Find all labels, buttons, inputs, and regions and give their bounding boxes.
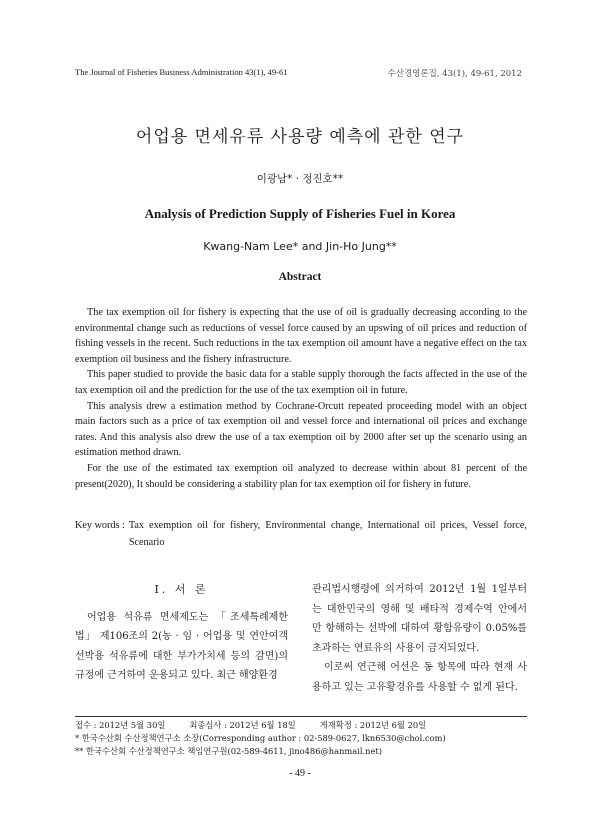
journal-header-en: The Journal of Fisheries Business Administration 43(1), 49-61 bbox=[75, 67, 288, 77]
footnote-2: ** 한국수산회 수산정책연구소 책임연구원(02-589-4611, jino486@hanmail.net) bbox=[75, 745, 383, 756]
footnotes bbox=[75, 719, 535, 757]
abstract-heading: Abstract bbox=[278, 271, 322, 283]
accepted-date: 게재확정 : 2012년 6월 20일 bbox=[319, 720, 427, 730]
footnote-1: * 한국수산회 수산정책연구소 소장(Corresponding author : 02-589-0627, lkn6530@chol.com) bbox=[75, 732, 446, 743]
paper-title-ko: 어업용 면세유류 사용량 예측에 관한 연구 bbox=[135, 127, 465, 147]
footnote-divider bbox=[75, 716, 527, 717]
body-column-left bbox=[75, 580, 288, 686]
journal-header-ko: 수산경영론집, 43(1), 49-61, 2012 bbox=[387, 69, 522, 79]
page-number: - 49 - bbox=[289, 768, 311, 779]
body-paragraph: 관리법시행령에 의거하여 2012년 1월 1일부터는 대한민국의 영해 및 배타적 경제수역 안에서 만 항해하는 선박에 대하여 황함유량이 0.05%를 초과하는 연료유의 사용이 금지되었다. bbox=[312, 584, 527, 654]
body-paragraph: 이로써 연근해 어선은 동 항목에 따라 현재 사용하고 있는 고유황경유를 사용할 수 없게 된다. bbox=[312, 662, 527, 693]
abstract-paragraph: For the use of the estimated tax exemption oil analyzed to decrease within about 81 percent of the present(2020), It should be considering a stability plan for tax exemption oil for fishery in future. bbox=[75, 462, 527, 490]
keywords-text: Tax exemption oil for fishery, Environmental change, International oil prices, Vessel force, Scenario bbox=[128, 520, 527, 548]
received-date: 접수 : 2012년 5월 30일 bbox=[75, 720, 166, 730]
keywords bbox=[75, 517, 527, 551]
body-paragraph: 어업용 석유류 면세제도는 「조세특례제한법」 제106조의 2(농 · 임 · 어업용 및 연안여객선박용 석유류에 대한 부가가치세 등의 감면)의 규정에 근거하여 운용되고 있다. 최근 해양환경 bbox=[75, 611, 288, 681]
paper-title-en: Analysis of Prediction Supply of Fisheries Fuel in Korea bbox=[144, 206, 456, 221]
body-column-right bbox=[312, 580, 527, 697]
abstract-paragraph: The tax exemption oil for fishery is expecting that the use of oil is gradually decreasing according to the environmental change such as reductions of vessel force caused by an upswing of oil prices and reduction of fishing vessels in the recent. Such reductions in the tax exemption oil amount have a negative effect on the tax exemption oil business and the fishery infrastructure. bbox=[75, 307, 527, 365]
authors-en: Kwang-Nam Lee* and Jin-Ho Jung** bbox=[203, 240, 397, 253]
abstract-paragraph: This analysis drew a estimation method by Cochrane-Orcutt repeated proceeding model with an object main factors such as a price of tax exemption oil and vessel force and international oil prices and exchange rates. And this analysis also drew the use of a tax exemption oil by 2000 after set up the scenario using an estimation method drawn. bbox=[75, 400, 527, 459]
section-heading: Ⅰ. 서 론 bbox=[154, 583, 209, 596]
reviewed-date: 최종심사 : 2012년 6월 18일 bbox=[189, 720, 296, 730]
abstract-paragraph: This paper studied to provide the basic data for a stable supply thorough the facts affected in the use of the tax exemption oil and the prediction for the use of the tax exemption oil in future. bbox=[75, 369, 527, 396]
authors-ko: 이광남* · 정진호** bbox=[256, 173, 344, 185]
abstract-body bbox=[75, 305, 527, 492]
keywords-label: Key words : bbox=[75, 520, 125, 531]
receipt-dates bbox=[75, 719, 535, 732]
